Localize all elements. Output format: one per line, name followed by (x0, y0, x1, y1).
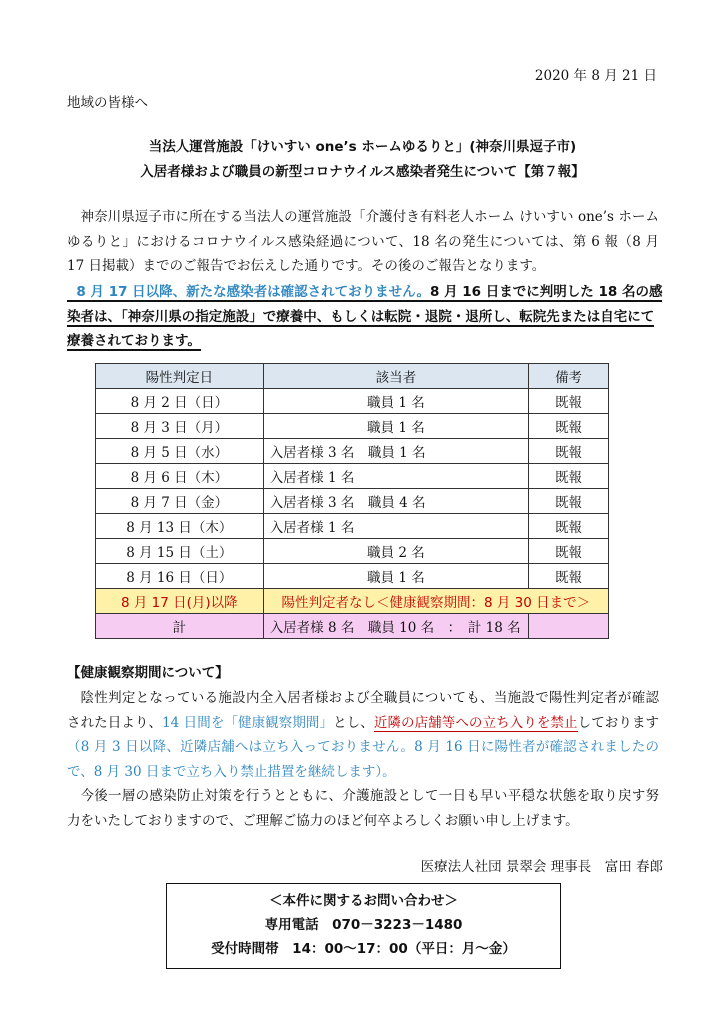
row-note: 既報 (529, 389, 609, 414)
row-note: 既報 (529, 514, 609, 539)
total-note (529, 614, 609, 639)
obs-part-a: 陰性判定となっている施設内全入居者様および全職員についても、当施設で陽性判定者が確認された日より、 (67, 690, 659, 731)
row-date: 8 月 2 日（日） (96, 389, 264, 414)
case-table (95, 363, 609, 639)
greeting: 地域の皆様へ (67, 95, 148, 111)
row-person: 職員 1 名 (263, 414, 528, 439)
obs-part-b: とし、 (333, 714, 374, 731)
row-date: 8 月 15 日（土） (96, 539, 264, 564)
table-row (96, 389, 609, 414)
section-heading: 【健康観察期間について】 (67, 665, 229, 681)
row-note: 既報 (529, 414, 609, 439)
header-note: 備考 (529, 364, 609, 389)
total-label: 計 (96, 614, 264, 639)
intro-paragraph: 神奈川県逗子市に所在する当法人の運営施設「介護付き有料老人ホーム けいすい one’s ホームゆるりと」におけるコロナウイルス感染経過について、18 名の発生については、第 6 報（8 月 17 日掲載）までのご報告でお伝えした通りです。その後のご報告となります。 (67, 209, 659, 274)
row-person: 入居者様 3 名 職員 1 名 (263, 439, 528, 464)
row-note: 既報 (529, 564, 609, 589)
observation-text (67, 686, 659, 784)
title-line-1: 当法人運営施設「けいすい one’s ホームゆるりと」(神奈川県逗子市) (148, 139, 577, 155)
signature: 医療法人社団 景翠会 理事長 富田 春郎 (420, 859, 663, 875)
table-row-total (96, 614, 609, 639)
status-no-new-cases: 8 月 17 日以降、新たな感染者は確認されておりません。 (76, 284, 430, 300)
row-person: 入居者様 3 名 職員 4 名 (263, 489, 528, 514)
row-date: 8 月 16 日（日） (96, 564, 264, 589)
row-person: 職員 1 名 (263, 389, 528, 414)
contact-box (166, 883, 561, 969)
title-line-2: 入居者様および職員の新型コロナウイルス感染者発生について【第７報】 (140, 164, 585, 180)
total-value: 入居者様 8 名 職員 10 名 ： 計 18 名 (263, 614, 528, 639)
table-row (96, 514, 609, 539)
row-person: 職員 1 名 (263, 564, 528, 589)
row-note: 既報 (529, 539, 609, 564)
row-person: 入居者様 1 名 (263, 514, 528, 539)
contact-phone: 専用電話 070－3223－1480 (264, 917, 463, 933)
row-note: 既報 (529, 439, 609, 464)
obs-restriction: 近隣の店舗等への立ち入りを禁止 (373, 714, 578, 731)
row-date: 8 月 5 日（水） (96, 439, 264, 464)
table-row-no-cases (96, 589, 609, 614)
status-underlined (67, 284, 662, 351)
table-header-row (96, 364, 609, 389)
status-paragraph (67, 280, 667, 354)
contact-hours: 受付時間帯 14：00～17：00（平日：月～金） (211, 941, 516, 957)
row-date: 8 月 6 日（木） (96, 464, 264, 489)
no-cases-date: 8 月 17 日(月)以降 (96, 589, 264, 614)
no-cases-text: 陽性判定者なし＜健康観察期間：8 月 30 日まで＞ (263, 589, 608, 614)
table-row (96, 539, 609, 564)
observation-paragraph (67, 686, 659, 833)
row-note: 既報 (529, 464, 609, 489)
obs-note: （8 月 3 日以降、近隣店舗へは立ち入っておりません。8 月 16 日に陽性者が確認されましたので、8 月 30 日まで立ち入り禁止措置を継続します）。 (67, 739, 659, 780)
row-date: 8 月 13 日（木） (96, 514, 264, 539)
row-person: 入居者様 1 名 (263, 464, 528, 489)
table-row (96, 564, 609, 589)
table-row (96, 464, 609, 489)
obs-part-c: しております (577, 714, 660, 731)
row-person: 職員 2 名 (263, 539, 528, 564)
row-date: 8 月 7 日（金） (96, 489, 264, 514)
closing-paragraph: 今後一層の感染防止対策を行うとともに、介護施設として一日も早い平穏な状態を取り戻す努力をいたしておりますので、ご理解ご協力のほど何卒よろしくお願い申し上げます。 (67, 788, 659, 829)
header-person: 該当者 (263, 364, 528, 389)
obs-period: 14 日間を「健康観察期間」 (162, 714, 334, 731)
table-row (96, 489, 609, 514)
document-date: 2020 年 8 月 21 日 (534, 68, 657, 84)
status-detail: 8 月 16 日までに判明した 18 名の感染者は、「神奈川県の指定施設」で療養中、もしくは転院・退院・退所し、転院先または自宅にて療養されております。 (67, 284, 663, 349)
row-note: 既報 (529, 489, 609, 514)
header-date: 陽性判定日 (96, 364, 264, 389)
contact-title: ＜本件に関するお問い合わせ＞ (269, 893, 458, 909)
table-row (96, 414, 609, 439)
row-date: 8 月 3 日（月） (96, 414, 264, 439)
table-row (96, 439, 609, 464)
